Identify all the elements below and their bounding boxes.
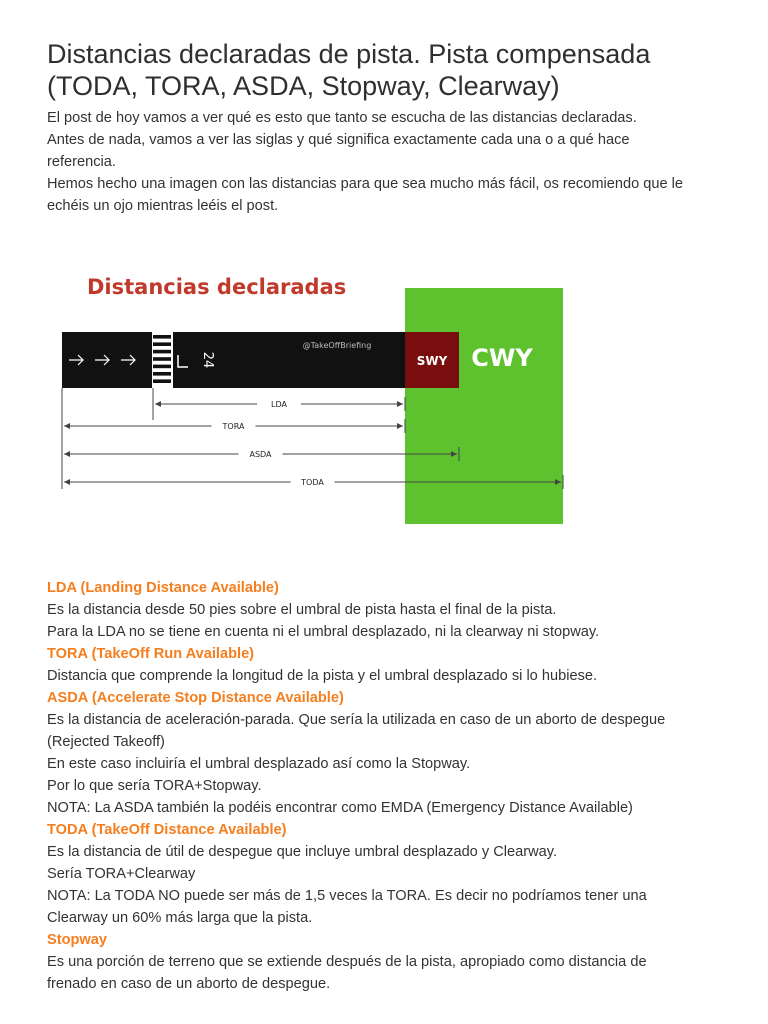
swy-label: SWY bbox=[416, 354, 448, 368]
clearway-area bbox=[405, 288, 563, 524]
section-text: Por lo que sería TORA+Stopway. bbox=[47, 778, 262, 794]
intro-line: Hemos hecho una imagen con las distancias para que sea mucho más fácil, os recomiendo que le bbox=[47, 176, 683, 192]
dimension-label-toda: TODA bbox=[301, 478, 324, 487]
section-text: Distancia que comprende la longitud de la pista y el umbral desplazado si lo hubiese. bbox=[47, 668, 598, 684]
article bbox=[47, 38, 727, 995]
threshold-bar bbox=[153, 350, 171, 354]
article-title bbox=[47, 38, 727, 102]
dimension-label-tora: TORA bbox=[222, 422, 245, 431]
threshold-bar bbox=[153, 342, 171, 346]
intro-line: El post de hoy vamos a ver qué es esto que tanto se escucha de las distancias declaradas. bbox=[47, 110, 637, 126]
threshold-bar bbox=[153, 379, 171, 383]
section-text: Es la distancia de aceleración-parada. Que sería la utilizada en caso de un aborto de despegue bbox=[47, 712, 666, 728]
diagram-svg bbox=[47, 252, 569, 542]
intro-line: referencia. bbox=[47, 154, 116, 170]
diagram-title: Distancias declaradas bbox=[87, 275, 347, 299]
section-text: Para la LDA no se tiene en cuenta ni el umbral desplazado, ni la clearway ni stopway. bbox=[47, 624, 600, 640]
section-heading-tora: TORA (TakeOff Run Available) bbox=[47, 646, 255, 662]
intro-line: Antes de nada, vamos a ver las siglas y qué significa exactamente cada una o a qué hace bbox=[47, 132, 630, 148]
article-title-line-1: Distancias declaradas de pista. Pista compensada bbox=[47, 39, 651, 69]
section-heading-toda: TODA (TakeOff Distance Available) bbox=[47, 822, 287, 838]
declared-distances-diagram bbox=[47, 252, 569, 542]
section-heading-asda: ASDA (Accelerate Stop Distance Available) bbox=[47, 690, 344, 706]
dimension-label-lda: LDA bbox=[271, 400, 287, 409]
section-text: Clearway un 60% más larga que la pista. bbox=[47, 910, 313, 926]
section-text: Es la distancia desde 50 pies sobre el umbral de pista hasta el final de la pista. bbox=[47, 602, 557, 618]
sections bbox=[47, 577, 727, 995]
section-text: Sería TORA+Clearway bbox=[47, 866, 196, 882]
runway-number: 24 bbox=[200, 351, 215, 369]
dimension-label-asda: ASDA bbox=[249, 450, 272, 459]
intro bbox=[47, 107, 727, 217]
section-text: (Rejected Takeoff) bbox=[47, 734, 165, 750]
threshold-bar bbox=[153, 365, 171, 369]
section-text: NOTA: La TODA NO puede ser más de 1,5 veces la TORA. Es decir no podríamos tener una bbox=[47, 888, 647, 904]
cwy-label: CWY bbox=[471, 344, 533, 372]
threshold-bar bbox=[153, 372, 171, 376]
threshold-bar bbox=[153, 335, 171, 339]
section-text: En este caso incluiría el umbral desplazado así como la Stopway. bbox=[47, 756, 471, 772]
section-heading-stopway: Stopway bbox=[47, 932, 108, 948]
watermark: @TakeOffBriefing bbox=[302, 341, 372, 350]
section-heading-lda: LDA (Landing Distance Available) bbox=[47, 580, 279, 596]
section-text: NOTA: La ASDA también la podéis encontrar como EMDA (Emergency Distance Available) bbox=[47, 800, 633, 816]
section-text: Es una porción de terreno que se extiende después de la pista, apropiado como distancia de bbox=[47, 954, 647, 970]
section-text: Es la distancia de útil de despegue que incluye umbral desplazado y Clearway. bbox=[47, 844, 558, 860]
intro-line: echéis un ojo mientras leéis el post. bbox=[47, 198, 279, 214]
article-title-line-2: (TODA, TORA, ASDA, Stopway, Clearway) bbox=[47, 71, 560, 101]
section-text: frenado en caso de un aborto de despegue. bbox=[47, 976, 331, 992]
threshold-bar bbox=[153, 357, 171, 361]
